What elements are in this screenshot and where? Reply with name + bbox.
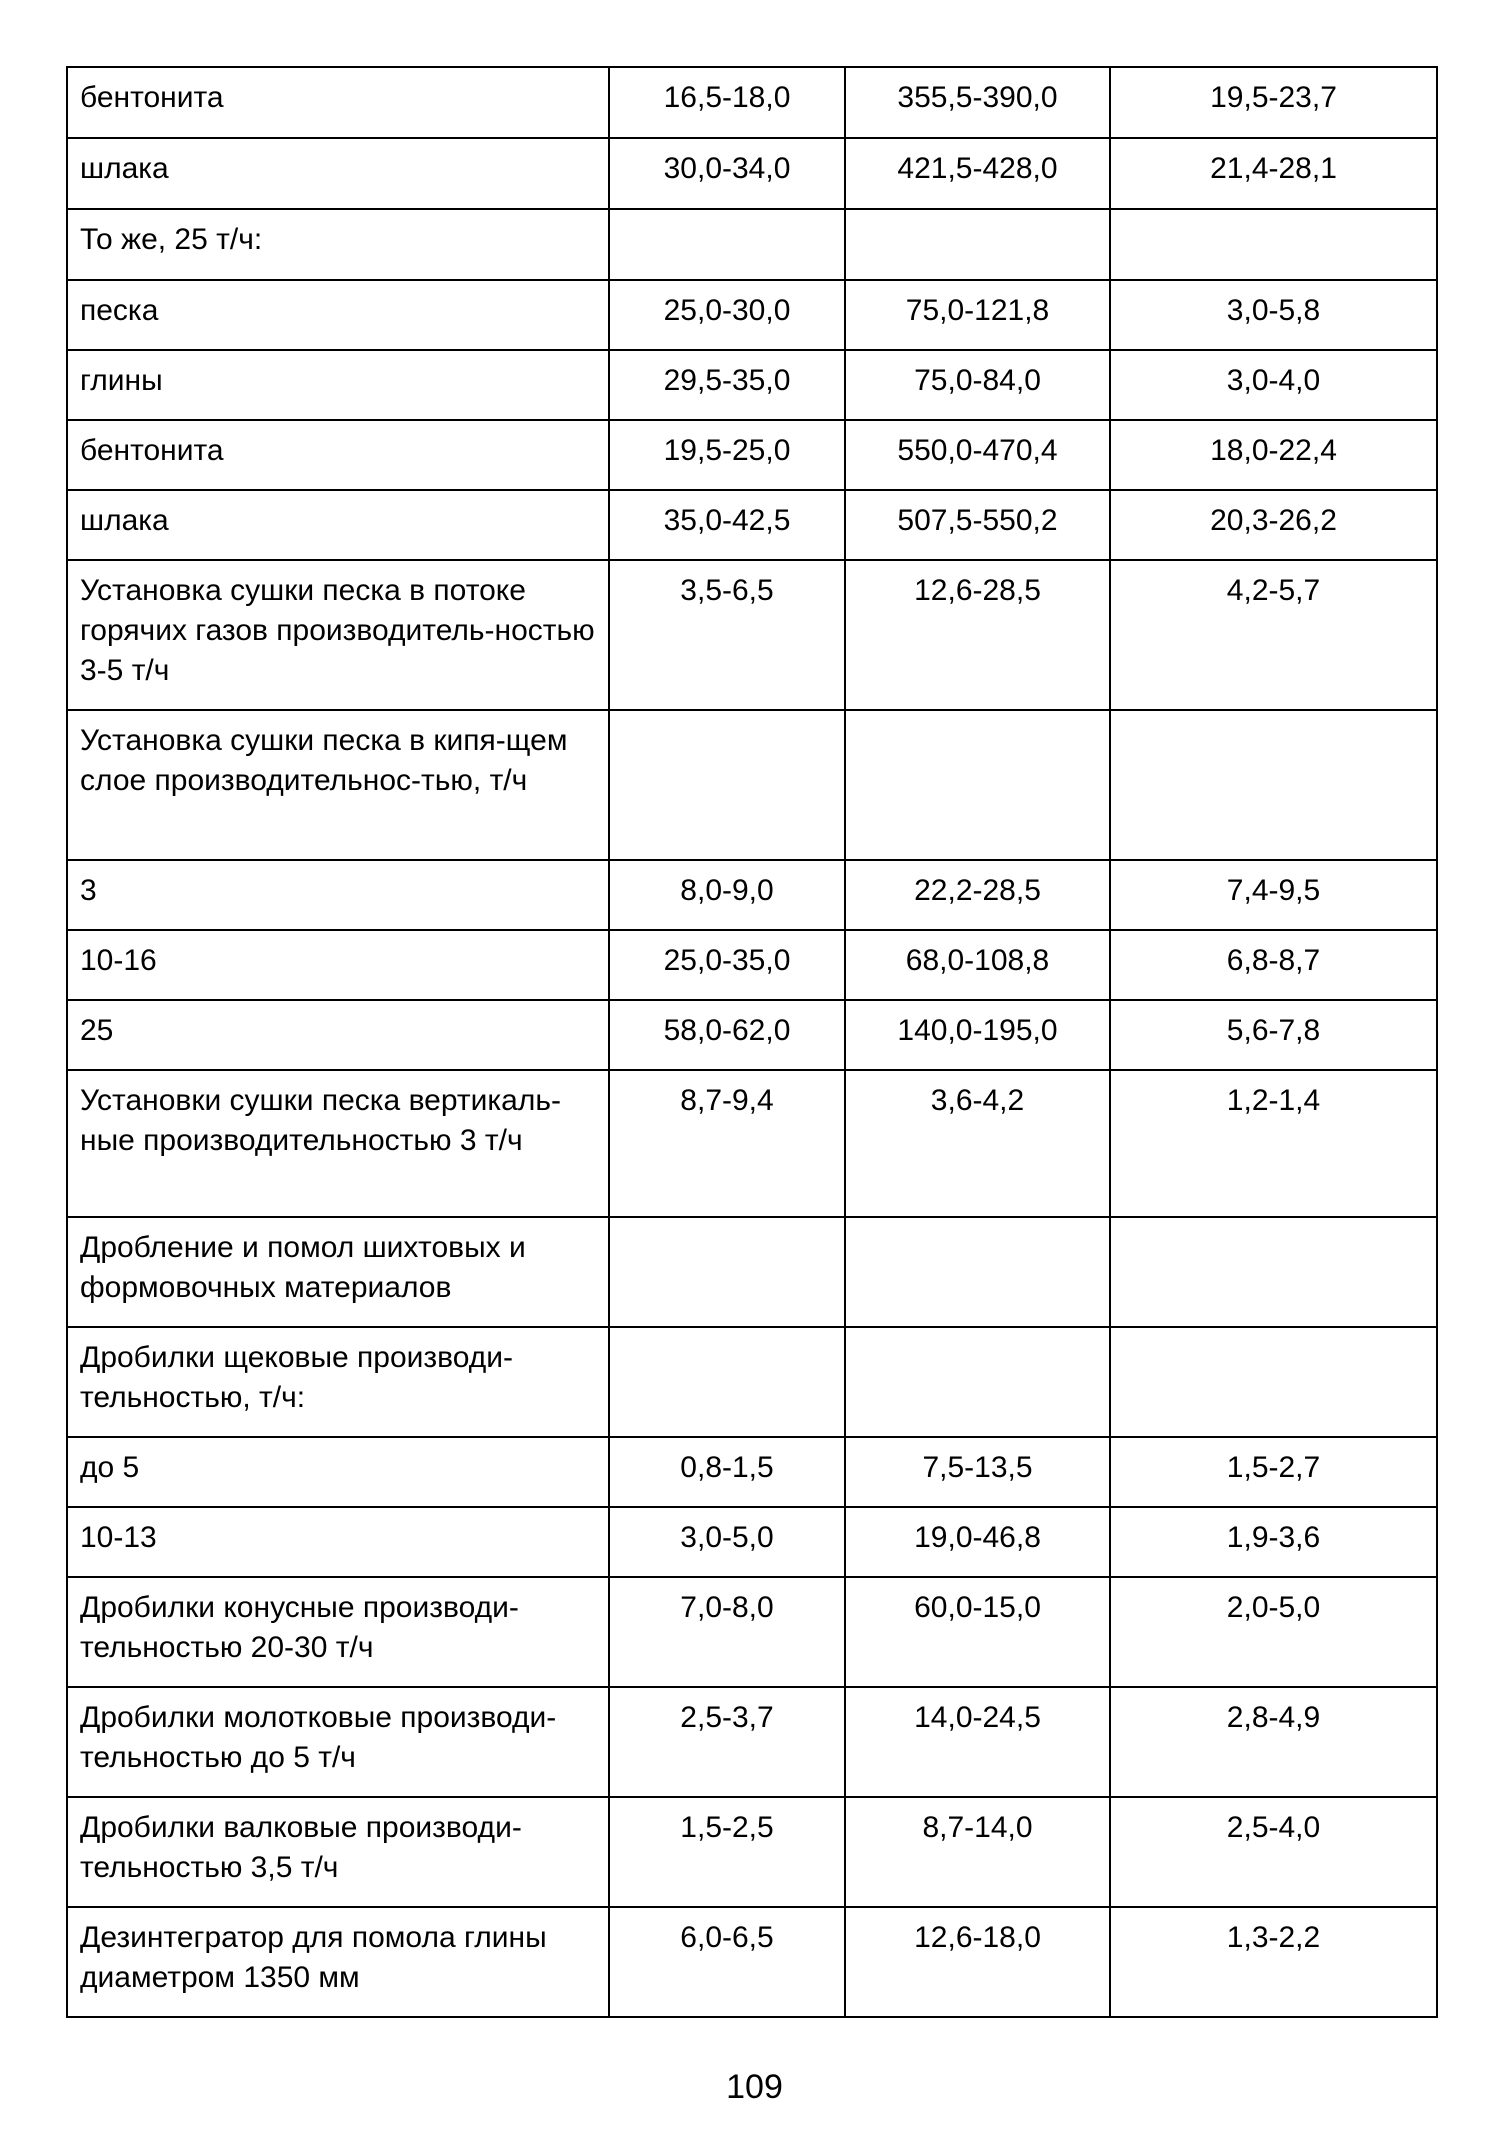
table-row [67,1327,1437,1437]
cell-col3: 1,9-3,6 [1110,1507,1437,1577]
cell-col1: 19,5-25,0 [609,420,845,490]
cell-col3: 4,2-5,7 [1110,560,1437,710]
table-row [67,1687,1437,1797]
table-row [67,560,1437,710]
cell-col2: 12,6-28,5 [845,560,1110,710]
cell-col2: 550,0-470,4 [845,420,1110,490]
row-label: шлака [67,490,609,560]
table-row [67,860,1437,930]
cell-col2 [845,1217,1110,1327]
cell-col1: 25,0-30,0 [609,280,845,350]
cell-col2: 22,2-28,5 [845,860,1110,930]
row-label: 3 [67,860,609,930]
row-label: Дробилки щековые производи-тельностью, т/ч: [67,1327,609,1437]
table-row [67,1070,1437,1217]
cell-col1 [609,1327,845,1437]
cell-col1: 29,5-35,0 [609,350,845,420]
row-label: 25 [67,1000,609,1070]
row-label: 10-13 [67,1507,609,1577]
cell-col1: 8,7-9,4 [609,1070,845,1217]
cell-col3: 2,0-5,0 [1110,1577,1437,1687]
cell-col3 [1110,209,1437,280]
cell-col1: 58,0-62,0 [609,1000,845,1070]
cell-col1: 3,0-5,0 [609,1507,845,1577]
row-label: Установки сушки песка вертикаль-ные производительностью 3 т/ч [67,1070,609,1217]
table-row [67,350,1437,420]
cell-col2: 421,5-428,0 [845,138,1110,209]
cell-col1: 35,0-42,5 [609,490,845,560]
cell-col3: 3,0-5,8 [1110,280,1437,350]
row-label: Дробилки валковые производи-тельностью 3,5 т/ч [67,1797,609,1907]
table-row [67,1437,1437,1507]
page-number: 109 [726,2068,783,2106]
cell-col2: 19,0-46,8 [845,1507,1110,1577]
cell-col1: 2,5-3,7 [609,1687,845,1797]
cell-col1: 3,5-6,5 [609,560,845,710]
cell-col3: 1,3-2,2 [1110,1907,1437,2017]
cell-col2: 68,0-108,8 [845,930,1110,1000]
table-row [67,1507,1437,1577]
table-row [67,1907,1437,2017]
row-label: шлака [67,138,609,209]
table-row [67,710,1437,860]
row-label: песка [67,280,609,350]
cell-col3: 18,0-22,4 [1110,420,1437,490]
cell-col2: 355,5-390,0 [845,67,1110,138]
cell-col3: 2,5-4,0 [1110,1797,1437,1907]
cell-col2: 7,5-13,5 [845,1437,1110,1507]
cell-col1: 8,0-9,0 [609,860,845,930]
table-row [67,420,1437,490]
cell-col3: 3,0-4,0 [1110,350,1437,420]
cell-col2: 140,0-195,0 [845,1000,1110,1070]
row-label: Дезинтегратор для помола глины диаметром 1350 мм [67,1907,609,2017]
cell-col3: 19,5-23,7 [1110,67,1437,138]
cell-col2 [845,209,1110,280]
cell-col1: 7,0-8,0 [609,1577,845,1687]
cell-col2: 60,0-15,0 [845,1577,1110,1687]
cell-col2: 75,0-121,8 [845,280,1110,350]
cell-col1 [609,1217,845,1327]
cell-col1: 25,0-35,0 [609,930,845,1000]
cell-col2: 8,7-14,0 [845,1797,1110,1907]
row-label: глины [67,350,609,420]
table-row [67,930,1437,1000]
cell-col1: 16,5-18,0 [609,67,845,138]
table-row [67,67,1437,138]
table-row [67,209,1437,280]
row-label: бентонита [67,420,609,490]
cell-col2: 507,5-550,2 [845,490,1110,560]
cell-col2 [845,710,1110,860]
row-label: бентонита [67,67,609,138]
cell-col3: 1,2-1,4 [1110,1070,1437,1217]
cell-col2: 14,0-24,5 [845,1687,1110,1797]
cell-col3 [1110,710,1437,860]
cell-col1 [609,209,845,280]
cell-col2: 12,6-18,0 [845,1907,1110,2017]
row-label: Дробление и помол шихтовых и формовочных материалов [67,1217,609,1327]
cell-col1: 6,0-6,5 [609,1907,845,2017]
cell-col2 [845,1327,1110,1437]
row-label: Дробилки молотковые производи-тельностью до 5 т/ч [67,1687,609,1797]
table-row [67,138,1437,209]
row-label: Дробилки конусные производи-тельностью 20-30 т/ч [67,1577,609,1687]
cell-col3 [1110,1327,1437,1437]
row-label: То же, 25 т/ч: [67,209,609,280]
row-label: 10-16 [67,930,609,1000]
cell-col1 [609,710,845,860]
cell-col3: 7,4-9,5 [1110,860,1437,930]
table-row [67,1000,1437,1070]
table-row [67,1217,1437,1327]
cell-col3: 2,8-4,9 [1110,1687,1437,1797]
cell-col1: 0,8-1,5 [609,1437,845,1507]
table-row [67,1797,1437,1907]
cell-col3: 6,8-8,7 [1110,930,1437,1000]
cell-col3: 1,5-2,7 [1110,1437,1437,1507]
data-table [66,66,1438,2018]
cell-col3: 20,3-26,2 [1110,490,1437,560]
table-row [67,490,1437,560]
cell-col3 [1110,1217,1437,1327]
cell-col3: 5,6-7,8 [1110,1000,1437,1070]
cell-col3: 21,4-28,1 [1110,138,1437,209]
table-row [67,280,1437,350]
cell-col2: 75,0-84,0 [845,350,1110,420]
cell-col1: 30,0-34,0 [609,138,845,209]
row-label: Установка сушки песка в кипя-щем слое производительнос-тью, т/ч [67,710,609,860]
row-label: до 5 [67,1437,609,1507]
cell-col1: 1,5-2,5 [609,1797,845,1907]
cell-col2: 3,6-4,2 [845,1070,1110,1217]
row-label: Установка сушки песка в потоке горячих газов производитель-ностью 3-5 т/ч [67,560,609,710]
table-row [67,1577,1437,1687]
